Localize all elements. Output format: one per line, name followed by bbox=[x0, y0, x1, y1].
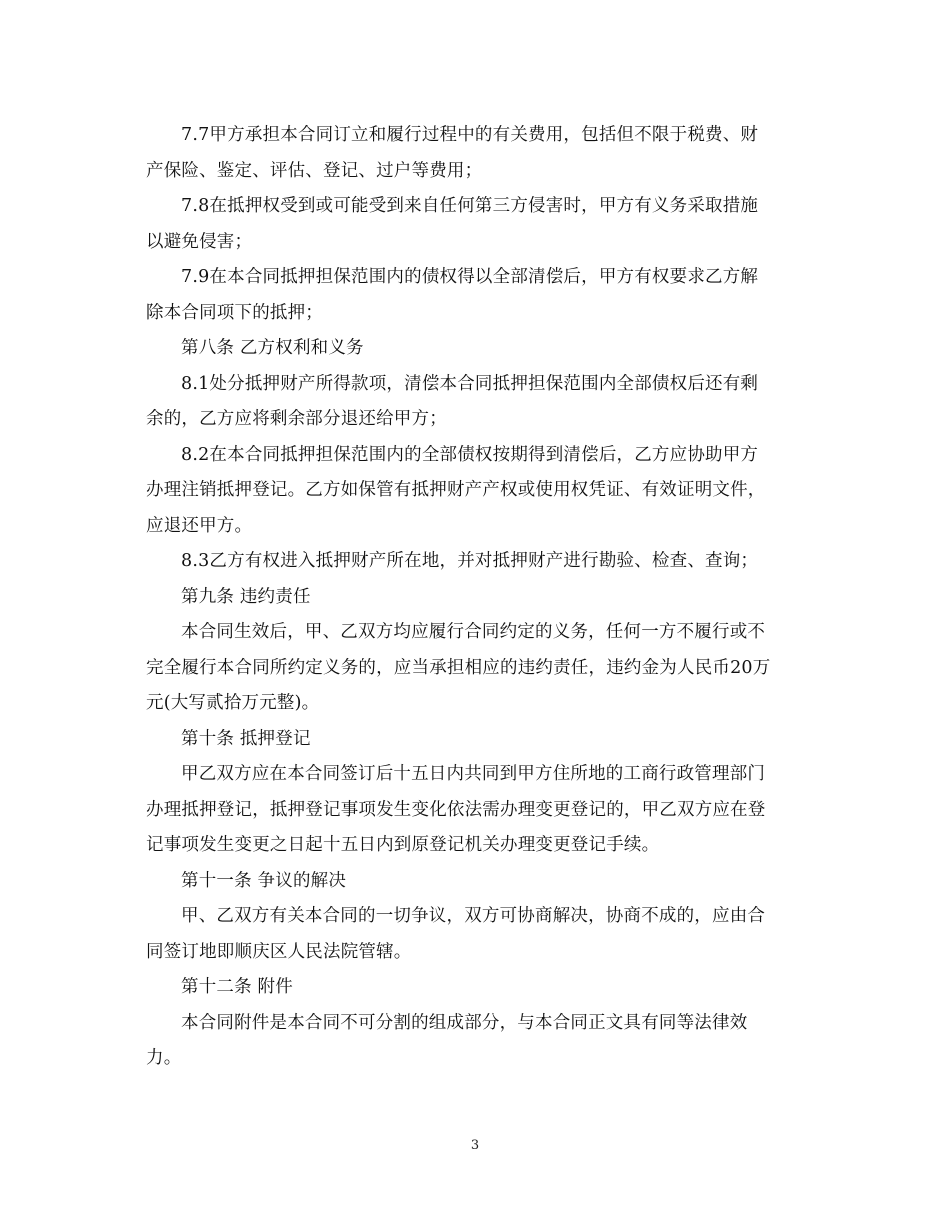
document-body bbox=[146, 118, 818, 1077]
article-10-paragraph-line-3: 记事项发生变更之日起十五日内到原登记机关办理变更登记手续。 bbox=[146, 835, 660, 855]
clause-8-1-line-2: 余的，乙方应将剩余部分退还给甲方； bbox=[146, 409, 447, 429]
clause-7-9-line-1: 7.9在本合同抵押担保范围内的债权得以全部清偿后，甲方有权要求乙方解 bbox=[181, 267, 759, 287]
article-11-paragraph-line-2: 同签订地即顺庆区人民法院管辖。 bbox=[146, 941, 412, 962]
article-12-paragraph-line-1: 本合同附件是本合同不可分割的组成部分，与本合同正文具有同等法律效 bbox=[181, 1012, 748, 1033]
clause-8-3-line-1: 8.3乙方有权进入抵押财产所在地，并对抵押财产进行勘验、检查、查询； bbox=[181, 551, 759, 571]
clause-8-2-line-2: 办理注销抵押登记。乙方如保管有抵押财产产权或使用权凭证、有效证明文件， bbox=[146, 480, 766, 500]
article-9-paragraph-line-1: 本合同生效后，甲、乙双方均应履行合同约定的义务，任何一方不履行或不 bbox=[181, 622, 766, 642]
clause-8-1-line-1: 8.1处分抵押财产所得款项，清偿本合同抵押担保范围内全部债权后还有剩 bbox=[181, 373, 759, 394]
clause-7-7-line-1: 7.7甲方承担本合同订立和履行过程中的有关费用，包括但不限于税费、财 bbox=[181, 125, 759, 145]
article-9-heading: 第九条 违约责任 bbox=[181, 586, 311, 607]
article-11-paragraph-line-1: 甲、乙双方有关本合同的一切争议，双方可协商解决，协商不成的，应由合 bbox=[181, 906, 766, 926]
article-8-heading: 第八条 乙方权利和义务 bbox=[181, 338, 364, 358]
clause-8-2-line-3: 应退还甲方。 bbox=[146, 515, 253, 536]
clause-7-7-line-2: 产保险、鉴定、评估、登记、过户等费用； bbox=[146, 160, 483, 181]
article-12-paragraph-line-2: 力。 bbox=[146, 1048, 182, 1068]
clause-7-8-line-2: 以避免侵害； bbox=[146, 231, 253, 252]
article-12-heading: 第十二条 附件 bbox=[181, 977, 293, 997]
article-10-paragraph-line-1: 甲乙双方应在本合同签订后十五日内共同到甲方住所地的工商行政管理部门 bbox=[181, 764, 766, 784]
article-10-heading: 第十条 抵押登记 bbox=[181, 728, 311, 749]
clause-8-2-line-1: 8.2在本合同抵押担保范围内的全部债权按期得到清偿后，乙方应协助甲方 bbox=[181, 444, 759, 465]
article-10-paragraph-line-2: 办理抵押登记，抵押登记事项发生变化依法需办理变更登记的，甲乙双方应在登 bbox=[146, 799, 766, 820]
article-9-paragraph-line-2: 完全履行本合同所约定义务的，应当承担相应的违约责任，违约金为人民币20万 bbox=[146, 657, 771, 678]
clause-7-9-line-2: 除本合同项下的抵押； bbox=[146, 302, 323, 323]
clause-7-8-line-1: 7.8在抵押权受到或可能受到来自任何第三方侵害时，甲方有义务采取措施 bbox=[181, 196, 759, 216]
article-9-paragraph-line-3: 元(大写贰拾万元整)。 bbox=[146, 693, 320, 713]
page-number: 3 bbox=[470, 1138, 480, 1153]
article-11-heading: 第十一条 争议的解决 bbox=[181, 870, 347, 891]
